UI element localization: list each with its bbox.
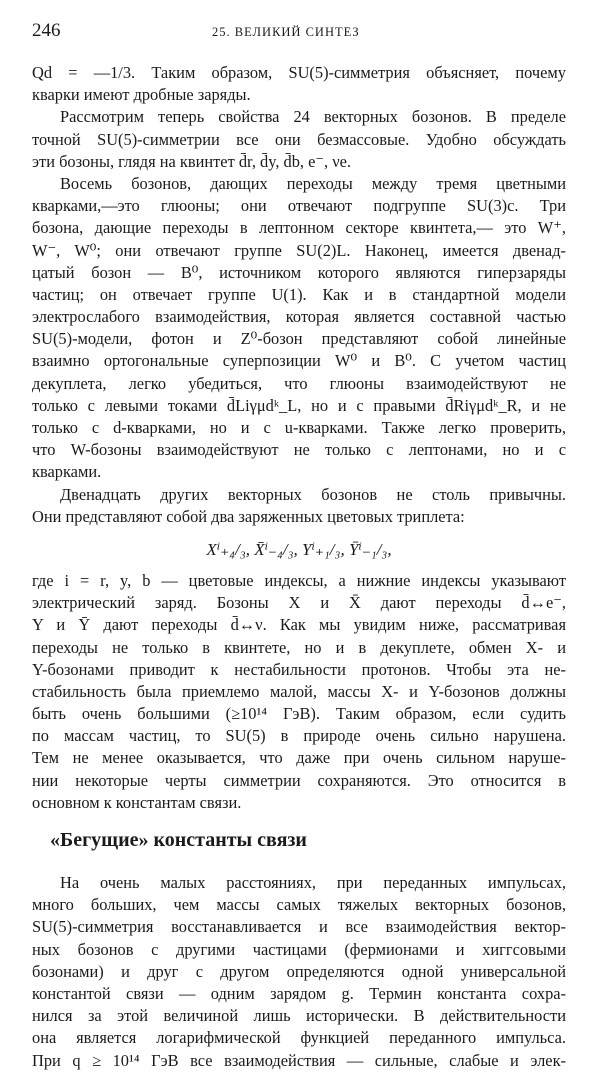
paragraph — [32, 484, 566, 528]
paragraph — [32, 62, 566, 106]
text-line: стабильность была приемлемо малой, массы X- и Y-бозонов должны — [32, 681, 566, 701]
text-line: Y и Ȳ дают переходы d̄↔ν. Как мы увидим ниже, рассматривая — [32, 615, 566, 635]
page-number: 246 — [32, 20, 61, 41]
text-line: Y-бозонами приводит к нестабильности протонов. Чтобы эта не- — [32, 659, 566, 679]
text-line: Тем не менее оказывается, что даже при очень сильном наруше- — [32, 748, 566, 768]
paragraph — [32, 570, 566, 814]
text-line: точной SU(5)-симметрии все они безмассовые. Удобно обсуждать — [32, 129, 566, 149]
text-line: кварками. — [32, 462, 102, 482]
text-line: Двенадцать других векторных бозонов не столь привычны. — [60, 484, 566, 504]
text-line: кварками,—это глюоны; они отвечают подгруппе SU(3)c. Три — [32, 196, 566, 216]
text-line: только с левыми токами d̄Liγμdᵏ_L, но и с правыми d̄Riγμdᵏ_R, и не — [32, 395, 566, 415]
text-line: основном к константам связи. — [32, 792, 242, 812]
text-line: по массам частиц, то SU(5) в природе очень сильно нарушена. — [32, 726, 566, 746]
text-line: нии некоторые черты симметрии сохраняются. Это относится в — [32, 770, 566, 790]
boson-triplet-formula: Xⁱ₊₄/₃, X̄ⁱ₋₄/₃, Yⁱ₊₁/₃, Ȳⁱ₋₁/₃, — [206, 539, 392, 559]
text-line: константой связи — одним зарядом g. Термин константа сохра- — [32, 983, 566, 1003]
text-line: электрический заряд. Бозоны X и X̄ дают переходы d̄↔e⁻, — [32, 593, 566, 613]
text-line: где i = r, y, b — цветовые индексы, а нижние индексы указывают — [32, 570, 566, 590]
text-line: Восемь бозонов, дающих переходы между тремя цветными — [60, 173, 566, 193]
text-line: Qd = —1/3. Таким образом, SU(5)-симметрия объясняет, почему — [32, 63, 566, 82]
text-line: только с d-кварками, но и с u-кварками. Также легко проверить, — [32, 418, 566, 437]
text-line: что W-бозоны взаимодействуют не только с лептонами, но и с — [32, 440, 566, 460]
text-line: кварки имеют дробные заряды. — [32, 85, 251, 105]
text-line: Рассмотрим теперь свойства 24 векторных бозонов. В пределе — [60, 107, 566, 127]
text-line: SU(5)-симметрия восстанавливается и все взаимодействия вектор- — [32, 917, 566, 937]
text-line: быть очень большими (≥10¹⁴ ГэВ). Таким образом, если судить — [32, 704, 566, 724]
text-line: нился за этой величиной лишь исторически. В действительности — [32, 1006, 566, 1026]
text-line: она является логарифмической функцией переданного импульса. — [32, 1028, 566, 1048]
text-line: частиц; он отвечает группе U(1). Как и в стандартной модели — [32, 284, 566, 304]
page-header — [32, 20, 566, 48]
section-heading: «Бегущие» константы связи — [50, 829, 307, 851]
text-line: много больших, чем массы самых тяжелых векторных бозонов, — [32, 895, 566, 915]
text-line: переходы не только в квинтете, но и в декуплете, обмен X- и — [32, 637, 566, 657]
running-title: 25. ВЕЛИКИЙ СИНТЕЗ — [212, 25, 360, 39]
text-line: При q ≥ 10¹⁴ ГэВ все взаимодействия — сильные, слабые и элек- — [32, 1050, 566, 1070]
text-line: цатый бозон — B⁰, источником которого являются гиперзаряды — [32, 262, 566, 282]
text-line: SU(5)-модели, фотон и Z⁰-бозон представляют собой линейные — [32, 329, 566, 349]
text-line: эти бозоны, глядя на квинтет d̄r, d̄y, d̄b, e⁻, νe. — [32, 151, 352, 171]
paragraph — [32, 872, 566, 1072]
text-line: электрослабого взаимодействия, которая является составной частью — [32, 307, 566, 327]
text-line: взаимно ортогональные суперпозиции W⁰ и B⁰. С учетом частиц — [32, 351, 566, 371]
paragraph — [32, 106, 566, 173]
body-text — [32, 62, 566, 1072]
text-line: декуплета, легко убедиться, что глюоны взаимодействуют не — [32, 373, 566, 393]
paragraph — [32, 173, 566, 484]
text-line: ных бозонов с другими частицами (фермионами и хиггсовыми — [32, 939, 566, 959]
text-line: бозона, дающие переходы в лептонном секторе квинтета,— это W⁺, — [32, 218, 566, 238]
text-line: Они представляют собой два заряженных цветовых триплета: — [32, 506, 465, 526]
text-line: бозонами) и друг с другом определяются одной универсальной — [32, 961, 566, 981]
text-line: На очень малых расстояниях, при переданных импульсах, — [60, 873, 566, 892]
text-line: W⁻, W⁰; они отвечают группе SU(2)L. Наконец, имеется двенад- — [32, 240, 566, 260]
